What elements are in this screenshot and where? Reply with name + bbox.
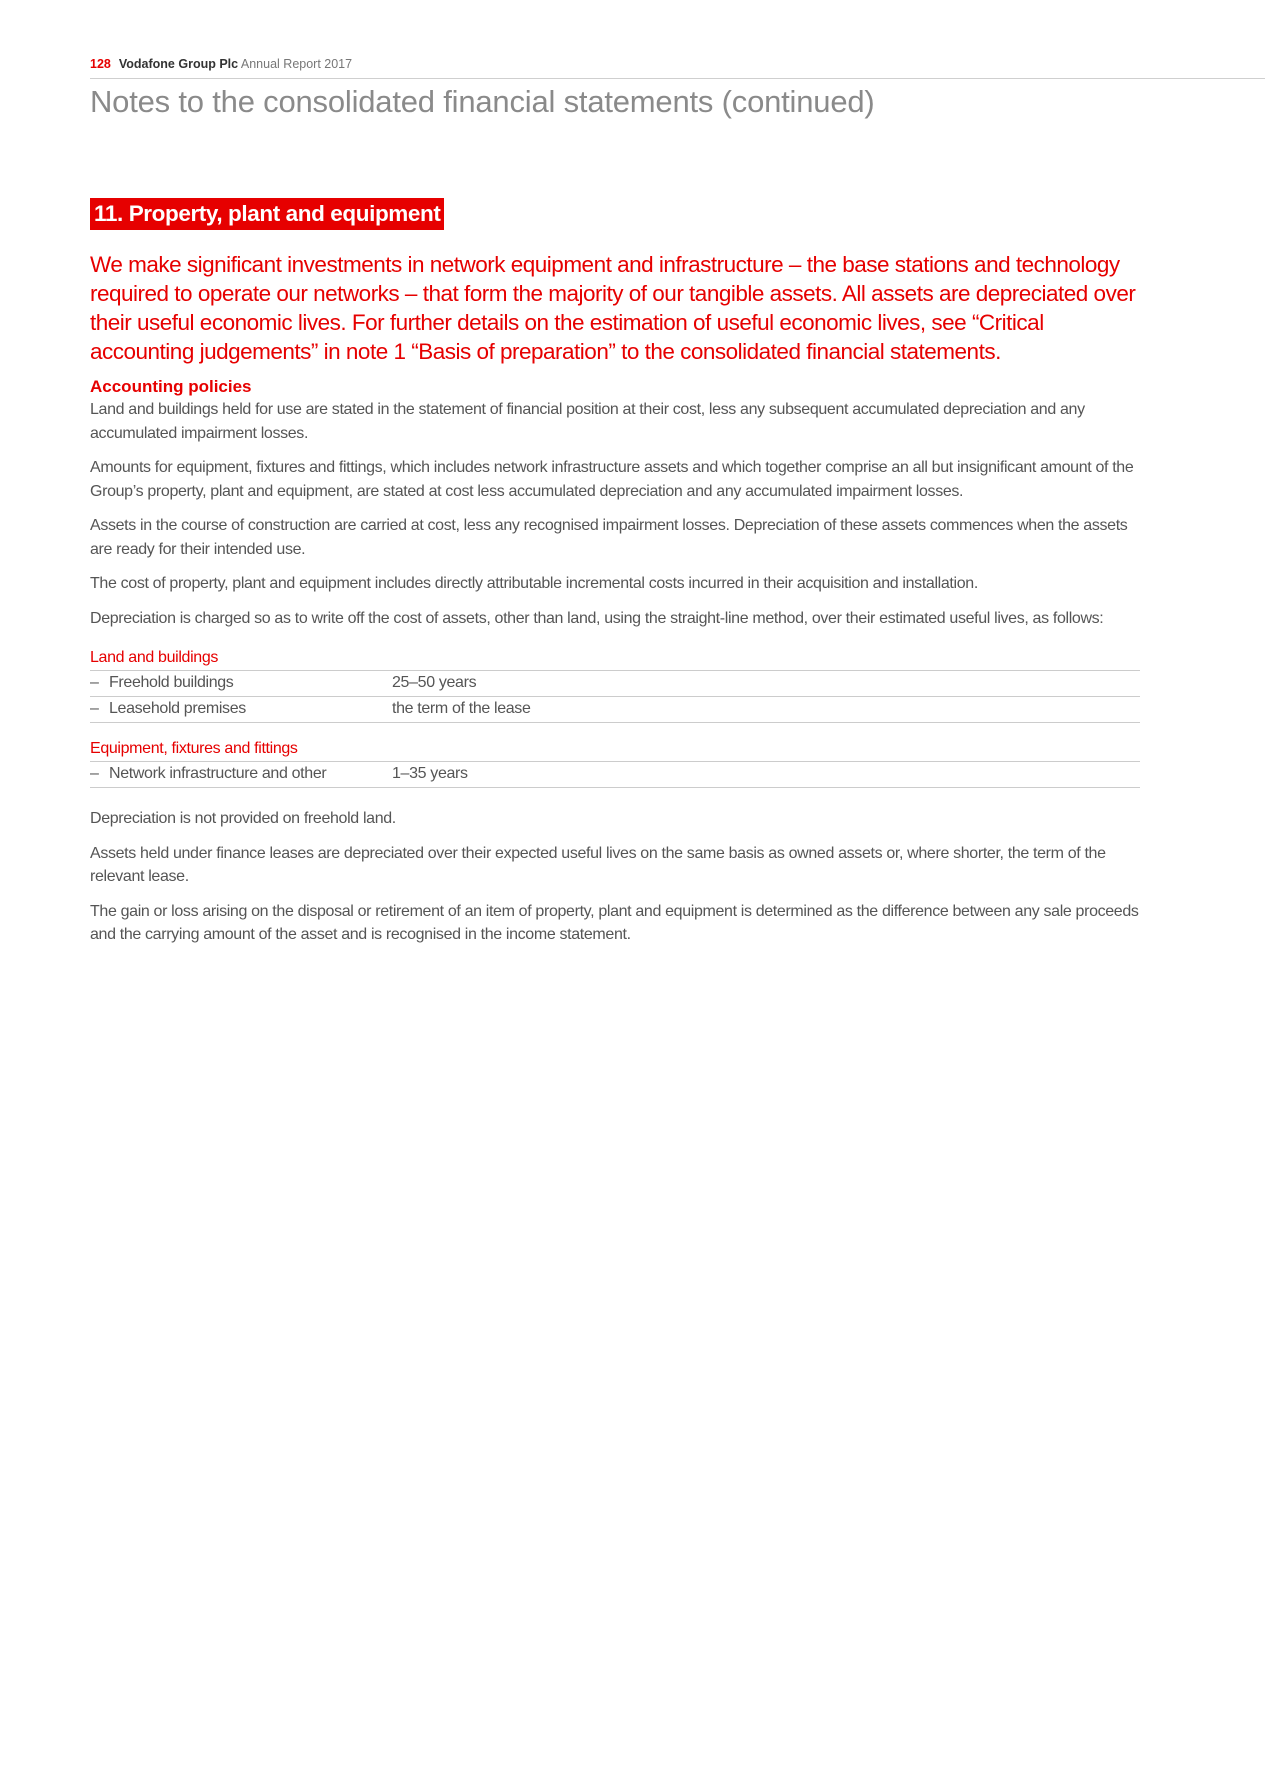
policy-paragraph: Depreciation is charged so as to write off the cost of assets, other than land, using the straight-line method, over their estimated useful lives, as follows: — [90, 609, 1104, 627]
closing-paragraphs — [90, 807, 1140, 947]
table-row — [90, 671, 1140, 697]
closing-paragraph: The gain or loss arising on the disposal or retirement of an item of property, plant and equipment is determined as the difference between any sale proceeds and the carrying amount of the asset and is recognised in the income statement. — [90, 902, 1139, 943]
table-cell-life: 1–35 years — [392, 762, 1140, 788]
land-and-buildings-table — [90, 671, 1140, 723]
table-cell-item — [90, 697, 392, 723]
accounting-policies — [90, 376, 1140, 958]
table-cell-life: the term of the lease — [392, 697, 1140, 723]
item-label: Network infrastructure and other — [109, 765, 327, 782]
page-number: 128 — [90, 57, 111, 71]
item-label: Leasehold premises — [109, 700, 246, 717]
dash: – — [90, 765, 99, 782]
dash: – — [90, 700, 99, 717]
page-title: Notes to the consolidated financial statements (continued) — [90, 84, 875, 119]
table-cell-item — [90, 671, 392, 697]
company-name: Vodafone Group Plc — [118, 57, 239, 71]
item-label: Freehold buildings — [109, 674, 234, 691]
equipment-table — [90, 762, 1140, 788]
policy-paragraph: Amounts for equipment, fixtures and fittings, which includes network infrastructure assets and which together comprise an all but insignificant amount of the Group’s property, plant and equipment, are stated at cost less accumulated depreciation and any accumulated impairment losses. — [90, 459, 1134, 500]
policy-paragraph: Assets in the course of construction are carried at cost, less any recognised impairment losses. Depreciation of these assets commences when the assets are ready for their intended use. — [90, 517, 1128, 558]
closing-paragraph: Depreciation is not provided on freehold land. — [90, 810, 396, 827]
table-row — [90, 697, 1140, 723]
equipment-caption: Equipment, fixtures and fittings — [90, 738, 1140, 762]
closing-paragraph: Assets held under finance leases are depreciated over their expected useful lives on the same basis as owned assets or, where shorter, the term of the relevant lease. — [90, 844, 1106, 885]
land-and-buildings-caption: Land and buildings — [90, 647, 1140, 671]
report-name: Annual Report 2017 — [240, 57, 353, 71]
section-heading: 11. Property, plant and equipment — [90, 198, 444, 230]
policy-paragraph: Land and buildings held for use are stated in the statement of financial position at their cost, less any subsequent accumulated depreciation and any accumulated impairment losses. — [90, 401, 1085, 442]
section-intro: We make significant investments in network equipment and infrastructure – the base stations and technology required to operate our networks – that form the majority of our tangible assets. All assets are depreciated over their useful economic lives. For further details on the estimation of useful economic lives, see “Critical accounting judgements” in note 1 “Basis of preparation” to the consolidated financial statements. — [90, 252, 1136, 364]
table-row — [90, 762, 1140, 788]
table-cell-item — [90, 762, 392, 788]
dash: – — [90, 674, 99, 691]
policy-paragraph: The cost of property, plant and equipment includes directly attributable incremental costs incurred in their acquisition and installation. — [90, 575, 978, 592]
table-cell-life: 25–50 years — [392, 671, 1140, 697]
accounting-policies-heading: Accounting policies — [90, 377, 252, 396]
running-header — [90, 56, 1265, 79]
